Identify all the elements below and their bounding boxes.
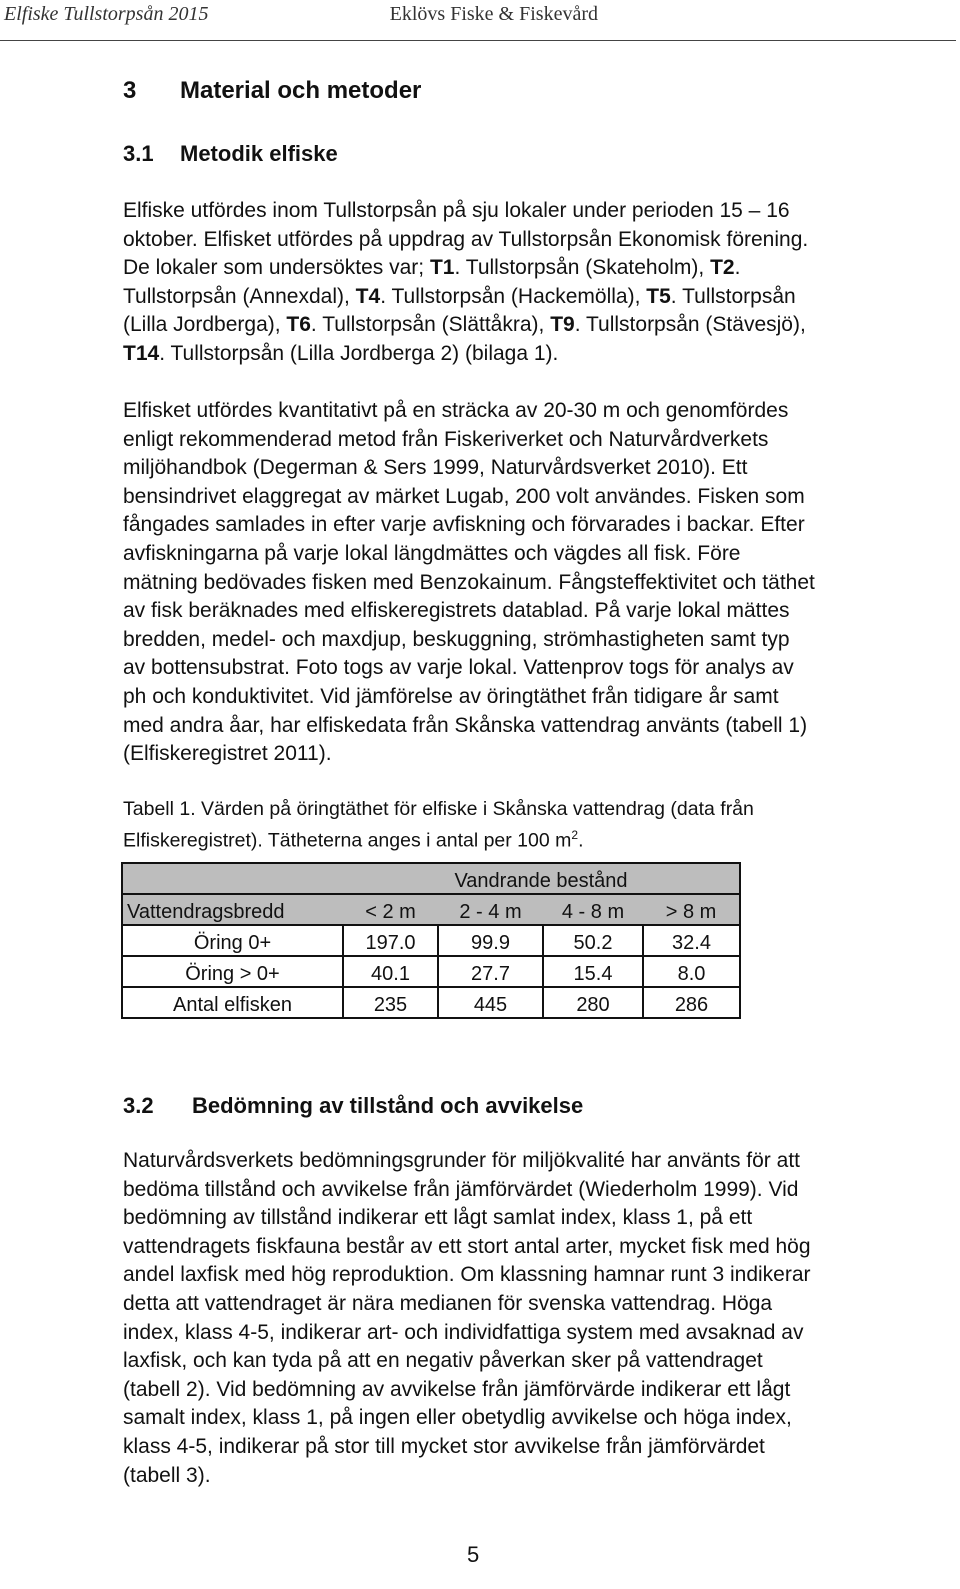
column-label-cell: Vattendragsbredd bbox=[122, 894, 343, 925]
trout-density-table bbox=[121, 862, 741, 1019]
text-line: (Lilla Jordberga), T6. Tullstorpsån (Slättåkra), T9. Tullstorpsån (Stävesjö), bbox=[123, 313, 806, 337]
paragraph-method bbox=[123, 397, 943, 769]
text-line: Elfiske utfördes inom Tullstorpsån på sju lokaler under perioden 15 – 16 bbox=[123, 199, 790, 222]
text-line: (tabell 3). bbox=[123, 1463, 211, 1487]
section-3-1-heading bbox=[123, 141, 338, 167]
text-line: bedömning av tillstånd indikerar ett lågt samlat index, klass 1, på ett bbox=[123, 1206, 753, 1230]
column-header: 4 - 8 m bbox=[543, 894, 643, 925]
text-line: avfiskningarna på varje lokal längdmättes och vägdes all fisk. Före bbox=[123, 541, 741, 565]
paragraph-assessment bbox=[123, 1147, 943, 1490]
text-line: De lokaler som undersöktes var; T1. Tullstorpsån (Skateholm), T2. bbox=[123, 256, 741, 280]
text-line: med andra åar, har elfiskedata från Skånska vattendrag använts (tabell 1) bbox=[123, 713, 808, 737]
section-title: Material och metoder bbox=[180, 77, 422, 104]
column-header: 2 - 4 m bbox=[438, 894, 543, 925]
text-line: av fisk beräknades med elfiskeregistrets datablad. På varje lokal mättes bbox=[123, 599, 790, 623]
text-line: index, klass 4-5, indikerar art- och individfattiga system med avsaknad av bbox=[123, 1320, 804, 1344]
table-cell: 99.9 bbox=[438, 925, 543, 956]
header-rule bbox=[0, 40, 956, 41]
text-line: samalt index, klass 1, på ingen eller obetydlig avvikelse och höga index, bbox=[123, 1406, 792, 1430]
text-line: detta att vattendraget är nära medianen för svenska vattendrag. Höga bbox=[123, 1291, 773, 1315]
caption-line: Elfiskeregistret). Tätheterna anges i antal per 100 $m^2$. bbox=[123, 828, 584, 852]
table-cell: 197.0 bbox=[343, 925, 438, 956]
table-cell: 50.2 bbox=[543, 925, 643, 956]
section-3-heading bbox=[123, 77, 421, 105]
text-line: laxfisk, och kan tyda på att en negativ påverkan sker på vattendraget bbox=[123, 1349, 763, 1373]
page-number: 5 bbox=[467, 1542, 480, 1567]
text-line: andel laxfisk med hög reproduktion. Om klassning hamnar runt 3 indikerar bbox=[123, 1263, 811, 1287]
table-row bbox=[122, 987, 740, 1018]
section-number: 3.1 bbox=[123, 141, 154, 166]
text-line: (tabell 2). Vid bedömning av avvikelse från jämförvärde indikerar ett lågt bbox=[123, 1377, 791, 1401]
section-3-2-heading bbox=[123, 1093, 583, 1119]
text-line: fångades samlades in efter varje avfiskning och förvarades i backar. Efter bbox=[123, 513, 805, 537]
row-label: Öring 0+ bbox=[122, 925, 343, 956]
row-label: Öring > 0+ bbox=[122, 956, 343, 987]
table-row bbox=[122, 956, 740, 987]
text-line: Naturvårdsverkets bedömningsgrunder för miljökvalité har använts för att bbox=[123, 1149, 800, 1172]
table-cell: 286 bbox=[643, 987, 740, 1018]
text-line: mätning bedövades fisken med Benzokainum. Fångsteffektivitet och täthet bbox=[123, 570, 815, 594]
text-line: bedöma tillstånd och avvikelse från jämförvärdet (Wiederholm 1999). Vid bbox=[123, 1177, 799, 1201]
text-line: miljöhandbok (Degerman & Sers 1999, Naturvårdsverket 2010). Ett bbox=[123, 456, 748, 480]
header-right-title: Eklövs Fiske & Fiskevård bbox=[389, 3, 598, 25]
section-number: 3 bbox=[123, 77, 137, 104]
table-cell: 235 bbox=[343, 987, 438, 1018]
paragraph-localities bbox=[123, 197, 943, 369]
text-line: vattendragets fiskfauna består av ett stort antal arter, mycket fisk med hög bbox=[123, 1234, 811, 1258]
table-cell: 40.1 bbox=[343, 956, 438, 987]
table-caption bbox=[123, 796, 923, 854]
table-cell: 280 bbox=[543, 987, 643, 1018]
column-header: < 2 m bbox=[343, 894, 438, 925]
table-cell: 445 bbox=[438, 987, 543, 1018]
table-cell: 32.4 bbox=[643, 925, 740, 956]
text-line: Elfisket utfördes kvantitativt på en sträcka av 20-30 m och genomfördes bbox=[123, 399, 789, 422]
section-title: Metodik elfiske bbox=[180, 141, 338, 166]
text-line: bensindrivet elaggregat av märket Lugab, 200 volt användes. Fisken som bbox=[123, 484, 805, 508]
group-header-cell: Vandrande bestånd bbox=[343, 863, 740, 894]
header-left-title: Elfiske Tullstorpsån 2015 bbox=[4, 3, 209, 25]
text-line: Tullstorpsån (Annexdal), T4. Tullstorpsån (Hackemölla), T5. Tullstorpsån bbox=[123, 284, 796, 308]
text-line: T14. Tullstorpsån (Lilla Jordberga 2) (bilaga 1). bbox=[123, 341, 559, 365]
text-line: klass 4-5, indikerar på stor till mycket stor avvikelse från jämförvärdet bbox=[123, 1434, 765, 1458]
table-cell: 15.4 bbox=[543, 956, 643, 987]
text-line: bredden, medel- och maxdjup, beskuggning, strömhastigheten samt typ bbox=[123, 627, 790, 651]
text-line: oktober. Elfisket utfördes på uppdrag av Tullstorpsån Ekonomisk förening. bbox=[123, 227, 809, 251]
table-row bbox=[122, 925, 740, 956]
caption-line: Tabell 1. Värden på öringtäthet för elfiske i Skånska vattendrag (data från bbox=[123, 798, 754, 820]
table-cell: 8.0 bbox=[643, 956, 740, 987]
section-number: 3.2 bbox=[123, 1093, 154, 1118]
table-corner-cell bbox=[122, 863, 343, 894]
text-line: ph och konduktivitet. Vid jämförelse av öringtäthet från tidigare år samt bbox=[123, 684, 779, 708]
text-line: enligt rekommenderad metod från Fiskeriverket och Naturvårdverkets bbox=[123, 427, 769, 451]
row-label: Antal elfisken bbox=[122, 987, 343, 1018]
page-header bbox=[0, 0, 960, 34]
text-line: (Elfiskeregistret 2011). bbox=[123, 742, 332, 766]
column-header: > 8 m bbox=[643, 894, 740, 925]
text-line: av bottensubstrat. Foto togs av varje lokal. Vattenprov togs för analys av bbox=[123, 656, 794, 680]
section-title: Bedömning av tillstånd och avvikelse bbox=[192, 1093, 584, 1118]
table-cell: 27.7 bbox=[438, 956, 543, 987]
